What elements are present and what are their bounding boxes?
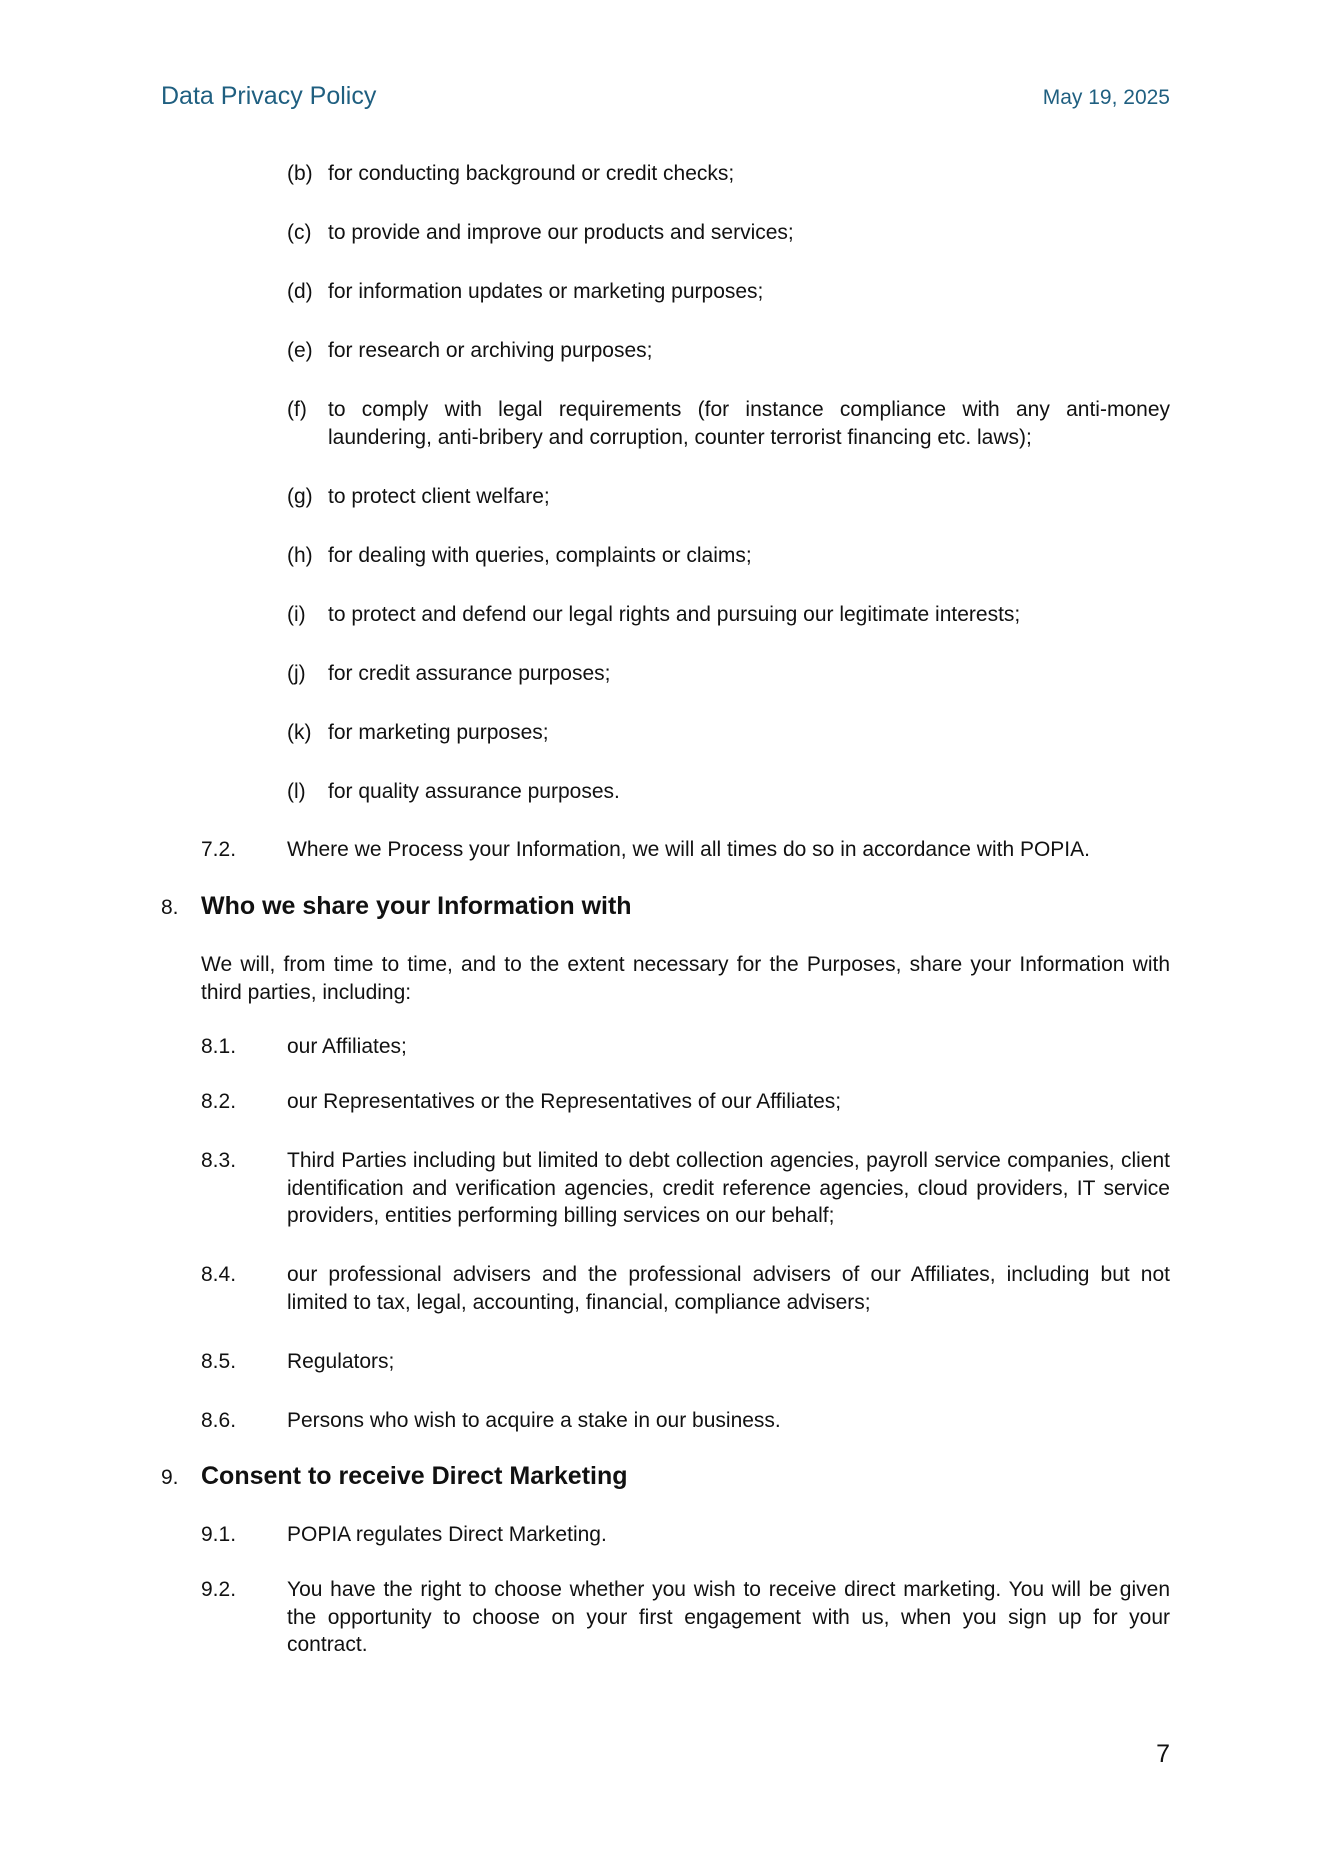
list-item-label: (e) — [287, 339, 313, 362]
clause-text: our Representatives or the Representatives of our Affiliates; — [287, 1090, 842, 1113]
list-item-label: (d) — [287, 280, 313, 303]
clause-label: 8.1. — [201, 1035, 237, 1058]
list-item-text: to protect and defend our legal rights and pursuing our legitimate interests; — [328, 603, 1021, 626]
list-item-text: for credit assurance purposes; — [328, 662, 611, 685]
clause-8-4 — [201, 1261, 1170, 1316]
clause-label: 8.4. — [201, 1263, 237, 1286]
clause-text: Persons who wish to acquire a stake in our business. — [287, 1409, 781, 1432]
clause-9-1 — [201, 1521, 1170, 1549]
clause-label: 7.2. — [201, 838, 237, 861]
clause-7-2 — [201, 836, 1170, 864]
clause-text: Regulators; — [287, 1350, 395, 1373]
clause-text: our professional advisers and the professional advisers of our Affiliates, including but not limited to tax, legal, accounting, financial, compliance advisers; — [287, 1263, 1170, 1314]
list-item-text: to comply with legal requirements (for instance compliance with any anti-money laundering, anti-bribery and corruption, counter terrorist financing etc. laws); — [328, 398, 1170, 449]
clause-label: 8.3. — [201, 1149, 237, 1172]
list-item-text: for conducting background or credit checks; — [328, 162, 735, 185]
section-title: Consent to receive Direct Marketing — [201, 1462, 628, 1490]
document-date: May 19, 2025 — [1042, 86, 1170, 109]
section-title: Who we share your Information with — [201, 892, 632, 920]
list-item-label: (k) — [287, 721, 312, 744]
list-item-text: for marketing purposes; — [328, 721, 549, 744]
clause-label: 8.6. — [201, 1409, 237, 1432]
list-item-label: (b) — [287, 162, 313, 185]
list-item — [287, 337, 1170, 365]
clause-8-2 — [201, 1088, 1170, 1116]
list-item-label: (c) — [287, 221, 312, 244]
clause-text: Where we Process your Information, we will all times do so in accordance with POPIA. — [287, 838, 1090, 861]
clause-8-1 — [201, 1033, 1170, 1061]
clause-8-3 — [201, 1147, 1170, 1230]
list-item — [287, 278, 1170, 306]
list-item-label: (j) — [287, 662, 306, 685]
clause-label: 8.5. — [201, 1350, 237, 1373]
list-item-text: to protect client welfare; — [328, 485, 550, 508]
clause-8-5 — [201, 1348, 1170, 1376]
list-item — [287, 542, 1170, 570]
page-number: 7 — [1156, 1740, 1170, 1768]
clause-text: POPIA regulates Direct Marketing. — [287, 1523, 607, 1546]
list-item-text: for quality assurance purposes. — [328, 780, 620, 803]
document-title: Data Privacy Policy — [161, 82, 377, 110]
list-item — [287, 219, 1170, 247]
list-item — [287, 601, 1170, 629]
list-item-label: (g) — [287, 485, 313, 508]
clause-label: 9.2. — [201, 1578, 237, 1601]
clause-text: You have the right to choose whether you wish to receive direct marketing. You will be given the opportunity to choose on your first engagement with us, when you sign up for your contract. — [287, 1578, 1170, 1656]
list-item-text: for information updates or marketing purposes; — [328, 280, 764, 303]
clause-text: Third Parties including but limited to debt collection agencies, payroll service companies, client identification and verification agencies, credit reference agencies, cloud providers, IT service providers, entities performing billing services on our behalf; — [287, 1149, 1170, 1227]
list-item-text: to provide and improve our products and services; — [328, 221, 794, 244]
list-item — [287, 778, 1170, 806]
list-item-label: (i) — [287, 603, 306, 626]
list-item — [287, 483, 1170, 511]
section-heading-9 — [161, 1460, 1170, 1492]
list-item-label: (f) — [287, 398, 307, 421]
clause-text: our Affiliates; — [287, 1035, 407, 1058]
clause-label: 9.1. — [201, 1523, 237, 1546]
section-intro-paragraph: We will, from time to time, and to the extent necessary for the Purposes, share your Information with third parties, including: — [201, 953, 1170, 1004]
list-item — [287, 160, 1170, 188]
clause-label: 8.2. — [201, 1090, 237, 1113]
clause-9-2 — [201, 1576, 1170, 1659]
clause-8-6 — [201, 1407, 1170, 1435]
list-item-text: for dealing with queries, complaints or claims; — [328, 544, 752, 567]
list-item — [287, 396, 1170, 451]
section-number: 8. — [161, 896, 179, 919]
list-item-label: (h) — [287, 544, 313, 567]
section-heading-8 — [161, 890, 1170, 922]
section-number: 9. — [161, 1466, 179, 1489]
list-item-label: (l) — [287, 780, 306, 803]
list-item — [287, 660, 1170, 688]
list-item — [287, 719, 1170, 747]
list-item-text: for research or archiving purposes; — [328, 339, 653, 362]
